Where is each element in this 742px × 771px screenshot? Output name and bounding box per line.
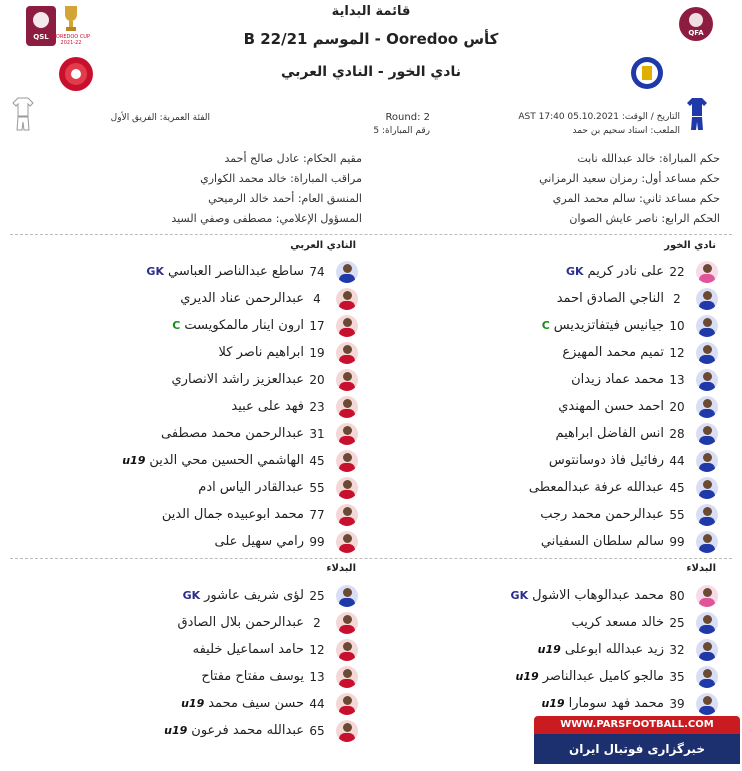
player-number: 25 [309,588,325,603]
player-name: لؤى شريف عاشور [204,588,304,603]
team-right-name: نادي الخور [664,240,716,251]
player-name: عبدالله محمد فرعون [191,723,304,738]
match-datetime: التاريخ / الوقت: AST 17:40 05.10.2021 [518,112,680,122]
white-kit-icon [12,96,34,136]
player-number: 99 [669,534,685,549]
player-name: ابراهيم ناصر كلا [218,345,304,360]
divider [10,234,732,235]
player-avatar [696,342,718,364]
u19-badge: u19 [122,454,146,467]
player-avatar [696,477,718,499]
player-avatar [696,666,718,688]
goalkeeper-badge: GK [146,265,164,278]
player-name: محمد عبدالوهاب الاشول [532,588,664,603]
player-row [40,312,358,339]
player-number: 25 [669,615,685,630]
player-name: الناجي الصادق احمد [556,291,664,306]
qsl-logo-text: QSL [33,33,49,41]
official-line: المنسق العام: أحمد خالد الرميحي [208,192,362,205]
player-row [40,690,358,717]
player-row [40,285,358,312]
player-name: ساطع عبدالناصر العباسي [167,264,304,279]
official-line: مقيم الحكام: عادل صالح أحمد [224,152,362,165]
player-avatar [336,261,358,283]
player-number: 13 [309,669,325,684]
player-number: 45 [309,453,325,468]
player-row [400,609,718,636]
player-number: 20 [669,399,685,414]
player-row [40,339,358,366]
player-avatar [696,504,718,526]
player-avatar [336,720,358,742]
player-number: 2 [673,291,681,306]
player-row [40,501,358,528]
official-line: حكم مساعد ثاني: سالم محمد المري [552,192,720,205]
team-right-starters [400,258,718,555]
player-number: 80 [669,588,685,603]
player-name: محمد ابوعبيده جمال الدين [161,507,304,522]
player-avatar [336,504,358,526]
player-row [40,582,358,609]
player-avatar [696,315,718,337]
captain-badge: C [541,319,550,332]
player-number: 12 [309,642,325,657]
player-name: رامي سهيل على [214,534,304,549]
player-avatar [696,423,718,445]
player-name: عبدالرحمن محمد رجب [540,507,664,522]
match-number: رقم المباراة: 5 [373,126,430,136]
player-avatar [336,585,358,607]
banner-tagline: خبرگزاری فوتبال ایران [534,734,740,764]
player-number: 20 [309,372,325,387]
player-row [40,609,358,636]
player-name: خالد مسعد كريب [571,615,664,630]
player-number: 44 [309,696,325,711]
player-avatar [336,666,358,688]
player-row [400,474,718,501]
official-line: حكم المباراة: خالد عبدالله نابت [577,152,720,165]
player-avatar [696,612,718,634]
u19-badge: u19 [181,697,205,710]
player-avatar [696,639,718,661]
player-avatar [696,450,718,472]
player-row [400,690,718,717]
team-right-subs [400,582,718,717]
team-left-name: النادي العربي [290,240,356,251]
player-name: فهد على عبيد [231,399,304,414]
player-row [40,663,358,690]
player-row [400,339,718,366]
player-number: 31 [309,426,325,441]
official-line: مراقب المباراة: خالد محمد الكواري [200,172,362,185]
player-avatar [696,585,718,607]
player-number: 10 [669,318,685,333]
player-avatar [336,369,358,391]
team-left-subs-label: البدلاء [326,563,356,574]
player-name: ارون اينار مالمكويست [184,318,304,333]
captain-badge: C [172,319,181,332]
age-group: الفئة العمرية: الفريق الأول [110,113,210,123]
team-left-starters [40,258,358,555]
player-number: 19 [309,345,325,360]
player-name: زيد عبدالله ابوعلى [564,642,664,657]
player-name: عبدالقادر الياس ادم [198,480,304,495]
parsfootball-banner[interactable] [534,716,740,768]
player-number: 44 [669,453,685,468]
u19-badge: u19 [164,724,188,737]
player-row [40,528,358,555]
player-number: 22 [669,264,685,279]
player-row [400,312,718,339]
player-row [400,582,718,609]
player-name: سالم سلطان السفياني [540,534,664,549]
player-number: 23 [309,399,325,414]
player-number: 35 [669,669,685,684]
player-row [40,258,358,285]
player-number: 55 [309,480,325,495]
cup-logo [52,4,90,48]
player-avatar [696,288,718,310]
banner-site: WWW.PARSFOOTBALL.COM [534,716,740,734]
goalkeeper-badge: GK [565,265,584,278]
player-name: على نادر كريم [587,264,664,279]
qfa-logo [678,6,714,42]
player-avatar [336,612,358,634]
player-row [400,366,718,393]
player-row [400,393,718,420]
player-avatar [336,396,358,418]
match-stadium: الملعب: استاد سحيم بن حمد [572,126,680,136]
player-number: 74 [309,264,325,279]
player-name: يوسف مفتاح مفتاح [201,669,304,684]
team-left-subs [40,582,358,744]
divider [10,558,732,559]
match-title: نادي الخور - النادي العربي [281,64,461,80]
al-arabi-crest [58,56,94,92]
player-avatar [336,450,358,472]
player-number: 12 [669,345,685,360]
player-number: 65 [309,723,325,738]
player-number: 77 [309,507,325,522]
player-avatar [696,369,718,391]
player-avatar [336,423,358,445]
player-row [400,636,718,663]
player-row [40,636,358,663]
player-name: عبدالعزيز راشد الانصاري [171,372,304,387]
official-line: المسؤول الإعلامي: مصطفى وصفي السيد [171,212,362,225]
player-name: عبدالله عرفة عبدالمعطى [528,480,664,495]
player-name: الهاشمي الحسين محي الدين [149,453,304,468]
player-avatar [696,531,718,553]
player-number: 39 [669,696,685,711]
player-row [400,258,718,285]
u19-badge: u19 [515,670,539,683]
competition-title: كأس Ooredoo - الموسم B 22/21 [243,30,499,48]
player-name: محمد عماد زيدان [571,372,664,387]
player-name: محمد فهد سومارا [568,696,664,711]
player-name: انس الفاضل ابراهيم [555,426,664,441]
player-name: احمد حسن المهندي [558,399,664,414]
player-number: 55 [669,507,685,522]
player-number: 4 [313,291,321,306]
player-avatar [696,261,718,283]
officials-right [480,152,720,232]
player-name: جيانيس فيتفاتزيديس [553,318,664,333]
player-row [400,663,718,690]
player-row [400,285,718,312]
player-name: عبدالرحمن بلال الصادق [177,615,304,630]
player-name: تميم محمد المهيزع [562,345,664,360]
player-number: 2 [313,615,321,630]
player-name: حسن سيف محمد [208,696,304,711]
player-name: عبدالرحمن عناد الديري [180,291,304,306]
u19-badge: u19 [541,697,565,710]
player-row [40,717,358,744]
player-avatar [336,477,358,499]
qfa-logo-text: QFA [688,29,704,37]
player-row [40,393,358,420]
player-avatar [336,531,358,553]
player-avatar [336,342,358,364]
player-avatar [336,639,358,661]
goalkeeper-badge: GK [510,589,529,602]
blue-kit-icon [686,96,708,136]
player-name: عبدالرحمن محمد مصطفى [161,426,304,441]
player-number: 13 [669,372,685,387]
goalkeeper-badge: GK [182,589,201,602]
player-row [40,420,358,447]
cup-logo-text: OOREDOO CUP 2021-22 [52,34,90,46]
player-row [40,447,358,474]
team-right-subs-label: البدلاء [686,563,716,574]
player-number: 99 [309,534,325,549]
player-name: رفائيل فاذ دوسانتوس [548,453,664,468]
player-row [40,474,358,501]
player-number: 32 [669,642,685,657]
al-khor-crest [630,56,664,90]
player-name: حامد اسماعيل خليفه [192,642,304,657]
u19-badge: u19 [537,643,561,656]
player-avatar [336,693,358,715]
player-row [400,447,718,474]
player-row [400,420,718,447]
player-number: 45 [669,480,685,495]
player-row [400,528,718,555]
player-avatar [336,315,358,337]
officials-left [130,152,362,232]
player-avatar [696,693,718,715]
player-avatar [696,396,718,418]
player-name: مالجو كاميل عبدالناصر [542,669,664,684]
round: Round: 2 [385,112,430,123]
player-number: 17 [309,318,325,333]
player-row [400,501,718,528]
official-line: الحكم الرابع: ناصر عايش الصوان [569,212,720,225]
player-row [40,366,358,393]
player-avatar [336,288,358,310]
lineup-title: قائمة البداية [331,4,411,19]
player-number: 28 [669,426,685,441]
official-line: حكم مساعد أول: رمزان سعيد الرمزاني [539,172,720,185]
